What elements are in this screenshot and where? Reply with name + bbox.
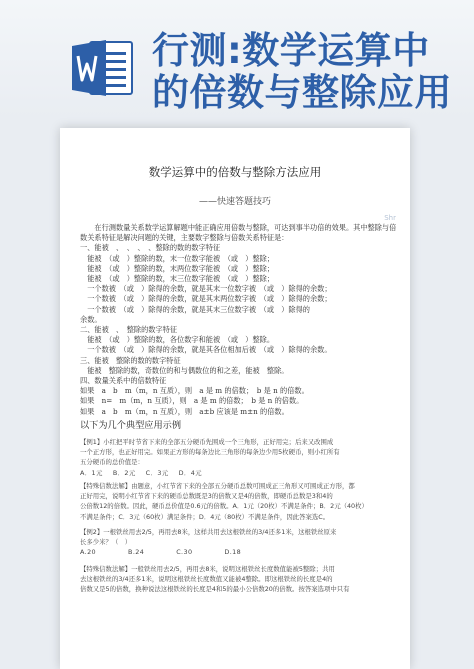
example-line: 去这根铁丝的3/4还多1米，说明这根铁丝长度数值又能被4整除。即这根铁丝的长度是4的: [80, 575, 333, 584]
body-line: 能被 （或 ）整除的数，各位数字和能被 （或 ）整除。: [87, 335, 275, 345]
example-options: [80, 468, 398, 478]
option-b: B．2元: [112, 468, 136, 477]
page-subtitle: ——快速答题技巧: [198, 197, 271, 207]
example-1: [80, 437, 398, 478]
body-line: 如果 n= m（m，n 互质），则 a 是 m 的倍数； b 是 n 的倍数。: [80, 396, 304, 406]
examples-heading: 以下为几个典型应用示例: [80, 419, 182, 431]
title-line-2: 的倍数与整除应用: [152, 71, 452, 114]
body-line: 能被 整除的数，奇数位的和与偶数位的和之差，能被 整除。: [87, 365, 289, 375]
example-line: 【例1】小红把平时节省下来的全部五分硬币先围成一个三角形，正好用完；后来又改围成: [80, 438, 334, 446]
body-line: 二、能被 、 整除的数字特征: [80, 325, 178, 335]
body-line: 一、能被 、 、 、 、整除的数的数字特征: [80, 243, 221, 253]
body-line: 一个数被 （或 ）除得的余数，就是其末两位数字被 （或 ）除得的余数；: [87, 294, 332, 304]
example-line: 公倍数12的倍数。因此，硬币总价值是0.6元的倍数。A．1元（20枚）不满足条件；B．2元（40枚）: [80, 502, 368, 511]
watermark: Shr: [384, 214, 396, 222]
body-line: 能被 （或 ）整除的数，末三位数字能被 （或 ）整除；: [87, 274, 275, 284]
example-line: 长多少米？（ ）: [80, 538, 132, 547]
document-body: [80, 223, 398, 433]
example-line: 一个正方形，也正好用完。如果正方形的每条边比三角形的每条边少用5枚硬币，则小红所有: [80, 448, 340, 457]
example-options: [80, 547, 398, 557]
example-line: 【特殊信数法解】由题意，小红节省下来的全部五分硬币总数可围成正三角形又可围成正方形，都: [80, 482, 355, 490]
body-line: 一个数被 （或 ）除得的余数，就是其各位相加后被 （或 ）除得的余数。: [87, 345, 332, 355]
body-line: 三、能被 整除的数的数字特征: [80, 355, 181, 365]
intro-paragraph: 在行测数量关系数学运算解题中能正确应用倍数与整除，可达到事半功倍的效果。其中整除与倍数关系特征是解决问题的关键，主要数字整除与倍数关系特征是：: [80, 223, 397, 243]
option-d: D.18: [224, 548, 242, 557]
body-line: 能被 （或 ）整除的数，末两位数字能被 （或 ）整除；: [87, 263, 275, 273]
body-line: 能被 （或 ）整除的数，末一位数字能被 （或 ）整除；: [87, 253, 275, 263]
option-a: A.20: [80, 548, 97, 557]
header-banner: [0, 0, 474, 118]
example-line: 正好用完，说明小红节省下来的硬币总数既是3的倍数又是4的倍数，即硬币总数是3和4的: [80, 492, 333, 501]
body-line: 四、数量关系中的倍数特征: [80, 376, 167, 386]
option-c: C．3元: [145, 468, 169, 477]
body-line: 如果 a b m（m，n 互质），则 a±b 应该是 m±n 的倍数。: [80, 406, 289, 416]
document-page: [60, 128, 410, 669]
body-line: 余数。: [80, 314, 102, 324]
page-title: 数学运算中的倍数与整除方法应用: [148, 165, 322, 179]
option-c: C.30: [176, 548, 193, 557]
option-a: A．1元: [80, 468, 103, 477]
word-document-icon: [70, 38, 136, 98]
example-line: 五分硬币的总价值是：: [80, 458, 144, 467]
example-line: 不满足条件；C．3元（60枚）满足条件；D．4元（80枚）不满足条件，因此答案选C。: [80, 512, 330, 521]
title-line-1: 行测:数学运算中: [152, 29, 430, 72]
option-b: B.24: [128, 548, 145, 557]
body-line: 一个数被 （或 ）除得的余数，就是其末一位数字被 （或 ）除得的余数；: [87, 284, 332, 294]
option-d: D．4元: [178, 468, 202, 477]
document-title: [152, 30, 462, 114]
example-2: [80, 527, 398, 558]
example-line: 倍数又是5的倍数，换种说法这根铁丝的长度是4和5的最小公倍数20的倍数。按答案选项中只有: [80, 585, 350, 594]
body-line: 如果 a b m（m，n 互质），则 a 是 m 的倍数； b 是 n 的倍数。: [80, 386, 309, 396]
example-2-solution: [80, 564, 398, 595]
example-line: 【特殊信数法解】一般铁丝用去2/5，再用去8米，说明这根铁丝长度数值能被5整除；共用: [80, 565, 335, 573]
body-line: 一个数被 （或 ）除得的余数，就是其末三位数字被 （或 ）除得的: [87, 304, 310, 314]
example-line: 【例2】一根铁丝用去2/5，再用去8米，这样共用去这根铁丝的3/4还多1米，这根铁丝原来: [80, 528, 337, 536]
example-1-solution: [80, 481, 398, 522]
